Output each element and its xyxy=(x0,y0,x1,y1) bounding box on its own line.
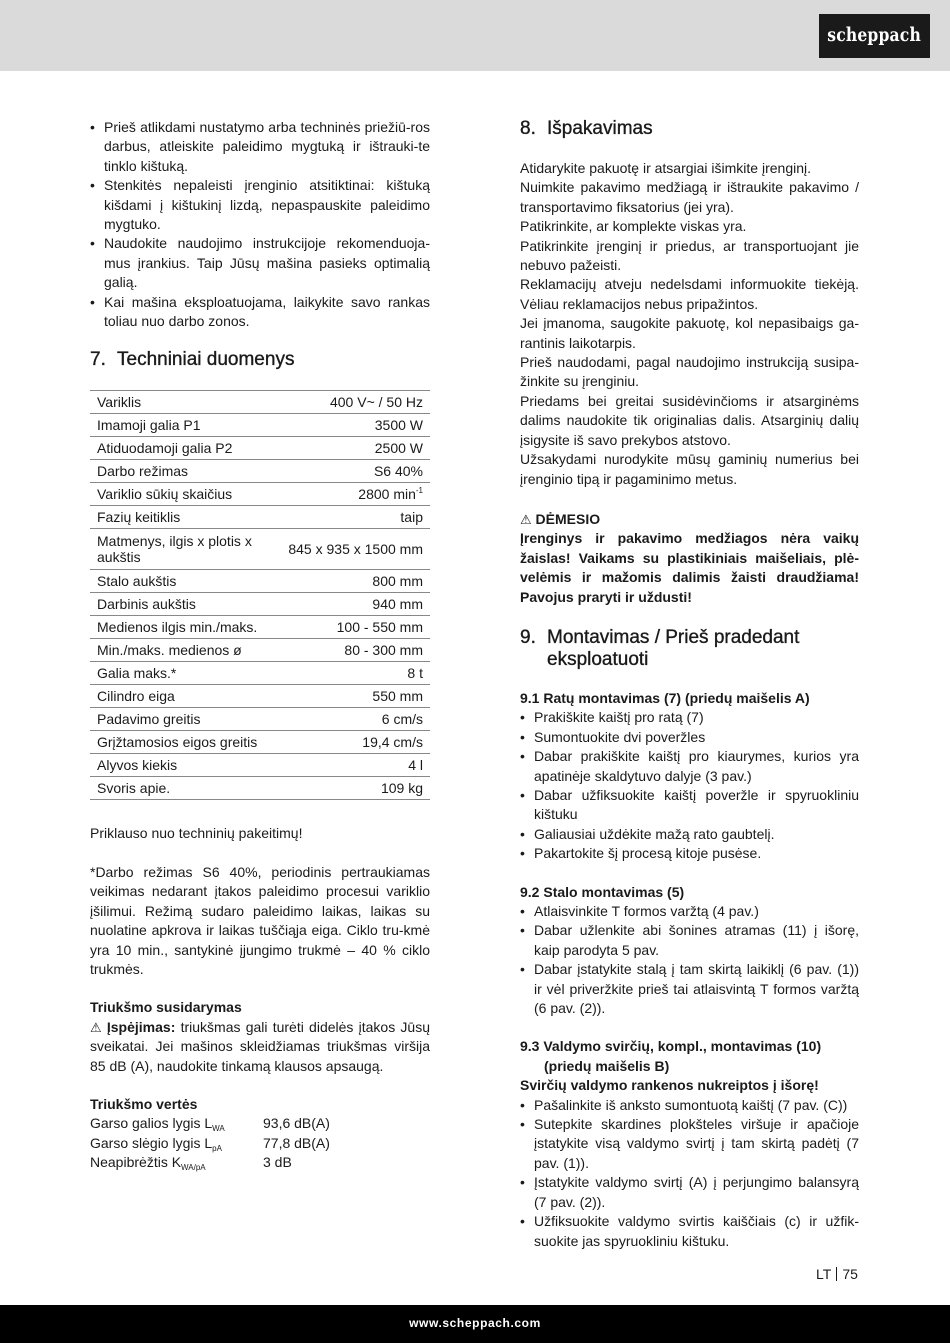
duty-cycle-footnote: *Darbo režimas S6 40%, periodinis pertraukiamas veikimas nedarant įtakos paleidimo procesui variklio įšilimui. Režimą sudaro paleidimo laikas, laikas su nuolatine apkrova ir laikas tuščiąja eiga. Ciklo tru-kmė yra 10 min., santykinė įjungimo trukmė – 40 % ciklo trukmės. xyxy=(90,863,430,977)
list-item: • Pašalinkite iš anksto sumontuotą kaištį (7 pav. (C)) xyxy=(520,1096,859,1115)
spec-row xyxy=(90,777,430,800)
list-item: • Stenkitės nepaleisti įrenginio atsitiktinai: kištuką kišdami į kištukinį lizdą, nepaspauskite paleidimo mygtuko. xyxy=(90,176,430,234)
lever-assembly-list xyxy=(520,1096,859,1251)
list-item: • Sumontuokite dvi poveržles xyxy=(520,728,859,747)
spec-value: 109 kg xyxy=(274,777,430,800)
spec-value: 800 mm xyxy=(274,570,430,593)
right-column xyxy=(520,118,859,1251)
spec-label: Variklis xyxy=(90,391,274,414)
spec-row xyxy=(90,685,430,708)
warning-icon: ⚠ xyxy=(90,1019,102,1035)
attention-text: Įrenginys ir pakavimo medžiagos nėra vaikų žaislas! Vaikams su plastikiniais maišeliais, plė-velėmis ir mažomis dalimis žaisti draudžiama! Pavojus praryti ir uždusti! xyxy=(520,530,859,605)
spec-value: 19,4 cm/s xyxy=(274,731,430,754)
spec-label: Medienos ilgis min./maks. xyxy=(90,616,274,639)
unpacking-text xyxy=(520,159,859,489)
list-item: • Prieš atlikdami nustatymo arba techninės priežiū-ros darbus, atleiskite paleidimo mygtuką ir ištrauki-te tinklo kištuką. xyxy=(90,118,430,176)
list-item: • Kai mašina eksploatuojama, laikykite savo rankas toliau nuo darbo zonos. xyxy=(90,293,430,332)
unpack-line: Nuimkite pakavimo medžiagą ir ištraukite pakavimo / transportavimo fiksatorius (jei yra). xyxy=(520,179,859,215)
noise-heading: Triukšmo susidarymas xyxy=(90,999,242,1016)
spec-label: Darbo režimas xyxy=(90,460,274,483)
spec-label: Atiduodamoji galia P2 xyxy=(90,437,274,460)
spec-label: Variklio sūkių skaičius xyxy=(90,483,274,506)
spec-value: taip xyxy=(274,506,430,529)
spec-row xyxy=(90,483,430,506)
spec-row xyxy=(90,529,430,570)
spec-row xyxy=(90,708,430,731)
page-number: LT 75 xyxy=(816,1266,858,1282)
spec-value: 2800 $\min^{-1}$ xyxy=(274,483,430,506)
spec-value: 400 V~ / 50 Hz xyxy=(274,391,430,414)
noise-row: Garso galios lygis $L_{WA}$ 93,6 dB(A) xyxy=(90,1115,330,1134)
spec-label: Imamoji galia P1 xyxy=(90,414,274,437)
footer-url[interactable]: www.scheppach.com xyxy=(409,1316,541,1330)
spec-row xyxy=(90,437,430,460)
spec-label: Cilindro eiga xyxy=(90,685,274,708)
list-item: • Užfiksuokite valdymo svirtis kaiščiais (c) ir užfik-suokite jas spyruokliniu kištuku. xyxy=(520,1212,859,1251)
section-9-heading: 9. Montavimas / Prieš pradedant eksploatuoti xyxy=(520,626,800,670)
list-item: • Sutepkite skardines plokšteles viršuje ir apačioje įstatykite visą valdymo svirtį į tam skirtą padėtį (7 pav. (1)). xyxy=(520,1115,859,1173)
spec-value: 6 cm/s xyxy=(274,708,430,731)
divider xyxy=(836,1267,837,1281)
spec-value: 845 x 935 x 1500 mm xyxy=(274,529,430,570)
unpack-line: Patikrinkite, ar komplekte viskas yra. xyxy=(520,218,747,235)
safety-bullet-list xyxy=(90,118,430,331)
spec-label: Padavimo greitis xyxy=(90,708,274,731)
spec-label: Grįžtamosios eigos greitis xyxy=(90,731,274,754)
spec-label: Darbinis aukštis xyxy=(90,593,274,616)
subsection-9-3-heading: 9.3 Valdymo svirčių, kompl., montavimas (10) (priedų maišelis B) xyxy=(520,1038,822,1074)
subsection-9-1-heading: 9.1 Ratų montavimas (7) (priedų maišelis A) xyxy=(520,689,810,706)
list-item: • Įstatykite valdymo svirtį (A) į perjungimo balansyrą (7 pav. (2)). xyxy=(520,1173,859,1212)
list-item: • Pakartokite šį procesą kitoje pusėse. xyxy=(520,844,859,863)
technical-changes-note: Priklauso nuo techninių pakeitimų! xyxy=(90,825,303,842)
unpack-line: Patikrinkite įrenginį ir priedus, ar transportuojant jie nebuvo pažeisti. xyxy=(520,237,859,274)
unpack-line: Prieš naudodami, pagal naudojimo instrukciją susipa-žinkite su įrenginiu. xyxy=(520,354,859,390)
spec-row xyxy=(90,639,430,662)
spec-value: 8 t xyxy=(274,662,430,685)
unpack-line: Priedams bei greitai susidėvinčioms ir atsarginėms dalims naudokite tik originalias dalis. Atsarginių dalių įsigysite iš savo prekybos atstovo. xyxy=(520,392,859,448)
spec-row xyxy=(90,593,430,616)
attention-heading: ⚠ DĖMESIO xyxy=(520,510,859,529)
spec-label: Alyvos kiekis xyxy=(90,754,274,777)
wheel-assembly-list xyxy=(520,708,859,863)
spec-value: 2500 W xyxy=(274,437,430,460)
spec-row xyxy=(90,616,430,639)
list-item: • Prakiškite kaištį pro ratą (7) xyxy=(520,708,859,727)
spec-value: 3500 W xyxy=(274,414,430,437)
list-item: • Dabar prakiškite kaištį pro kiaurymes, kurios yra apatinėje skaldytuvo dalyje (3 pav.) xyxy=(520,747,859,786)
unpack-line: Jei įmanoma, saugokite pakuotę, kol nepasibaigs ga-rantinis laikotarpis. xyxy=(520,315,859,351)
noise-warning: ⚠ Įspėjimas: triukšmas gali turėti didelės įtakos Jūsų sveikatai. Jei mašinos skleidžiamas triukšmas viršija 85 dB (A), naudokite tinkamą klausos apsaugą. xyxy=(90,1018,430,1074)
table-assembly-list xyxy=(520,902,859,1018)
unpack-line: Užsakydami nurodykite mūsų gaminių numerius bei įrenginio tipą ir pagaminimo metus. xyxy=(520,451,859,487)
spec-label: Fazių keitiklis xyxy=(90,506,274,529)
list-item: • Dabar užlenkite abi šonines atramas (11) į išorę, kaip parodyta 5 pav. xyxy=(520,921,859,960)
spec-row xyxy=(90,414,430,437)
list-item: • Atlaisvinkite T formos varžtą (4 pav.) xyxy=(520,902,859,921)
spec-row xyxy=(90,460,430,483)
spec-row xyxy=(90,506,430,529)
spec-table xyxy=(90,390,430,800)
list-item: • Galiausiai uždėkite mažą rato gaubtelį. xyxy=(520,825,859,844)
left-column xyxy=(90,118,430,1173)
noise-row: Garso slėgio lygis $L_{pA}$ 77,8 dB(A) xyxy=(90,1134,330,1153)
list-item: • Naudokite naudojimo instrukcijoje rekomenduoja-mus įrankius. Taip Jūsų mašina pasieks optimalią galią. xyxy=(90,234,430,292)
spec-label: Min./maks. medienos ø xyxy=(90,639,274,662)
list-item: • Dabar užfiksuokite kaištį poveržle ir spyruokliniu kištuku xyxy=(520,786,859,825)
spec-label: Matmenys, ilgis x plotis x aukštis xyxy=(90,529,274,570)
spec-row xyxy=(90,754,430,777)
unpack-line: Atidarykite pakuotę ir atsargiai išimkite įrenginį. xyxy=(520,160,812,176)
spec-label: Stalo aukštis xyxy=(90,570,274,593)
spec-row xyxy=(90,731,430,754)
spec-value: 100 - 550 mm xyxy=(274,616,430,639)
spec-label: Galia maks.* xyxy=(90,662,274,685)
spec-row xyxy=(90,570,430,593)
spec-label: Svoris apie. xyxy=(90,777,274,800)
footer-band xyxy=(0,1305,950,1343)
list-item: • Dabar įstatykite stalą į tam skirtą laikiklį (6 pav. (1)) ir vėl priveržkite prieš tai atlaisvintą T formos varžtą (6 pav. (2)). xyxy=(520,960,859,1018)
subsection-9-2-heading: 9.2 Stalo montavimas (5) xyxy=(520,883,685,900)
spec-row xyxy=(90,662,430,685)
header-band xyxy=(0,0,950,71)
spec-value: 550 mm xyxy=(274,685,430,708)
brand-logo: scheppach xyxy=(819,14,930,58)
section-7-heading: 7. Techniniai duomenys xyxy=(90,349,295,371)
section-8-heading: 8. Išpakavimas xyxy=(520,118,653,139)
lever-orientation-note: Svirčių valdymo rankenos nukreiptos į išorę! xyxy=(520,1077,819,1094)
spec-value: 4 l xyxy=(274,754,430,777)
unpack-line: Reklamacijų atveju nedelsdami informuokite tiekėją. Vėliau reklamacijos nebus pripažintos. xyxy=(520,276,859,312)
spec-value: 80 - 300 mm xyxy=(274,639,430,662)
noise-values-table xyxy=(90,1114,330,1172)
noise-row: Neapibrėžtis $K_{WA/pA}$ 3 dB xyxy=(90,1154,292,1173)
warning-icon: ⚠ xyxy=(520,511,532,527)
spec-value: 940 mm xyxy=(274,593,430,616)
spec-row xyxy=(90,391,430,414)
spec-value: S6 40% xyxy=(274,460,430,483)
noise-values-heading: Triukšmo vertės xyxy=(90,1095,198,1112)
